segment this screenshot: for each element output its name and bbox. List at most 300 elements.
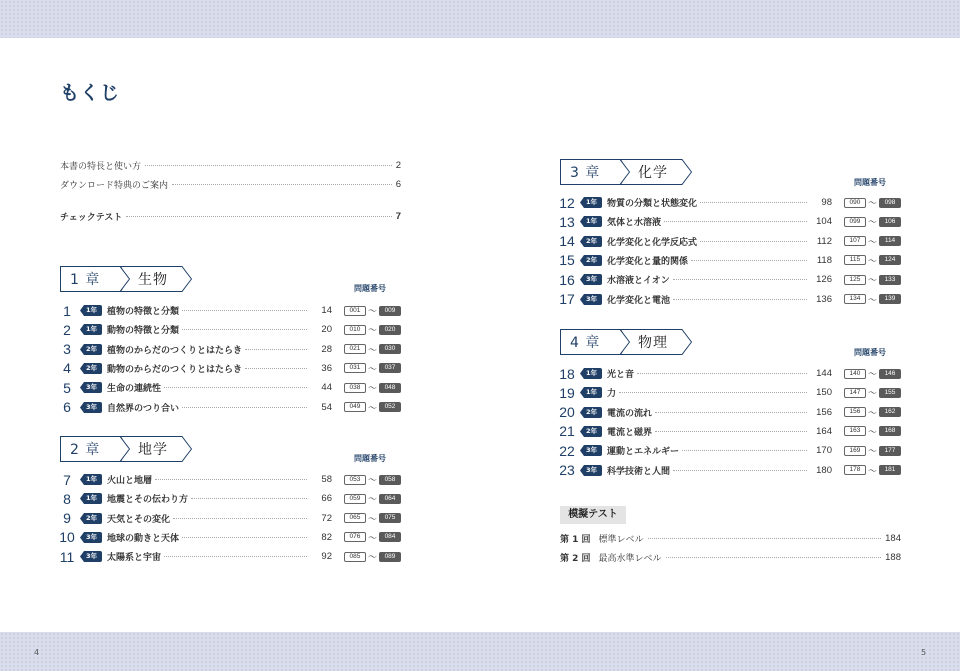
grade-text: 2年 [85, 344, 98, 353]
section-number: 21 [559, 423, 575, 440]
toc-row[interactable] [556, 212, 901, 231]
problem-to: 177 [879, 446, 901, 456]
grade-text: 3年 [85, 532, 98, 541]
problem-range [844, 386, 901, 399]
range-tilde: ～ [367, 364, 377, 375]
problem-number-label: 問題番号 [354, 454, 386, 463]
section-number: 5 [63, 379, 71, 396]
section-number: 22 [559, 442, 575, 459]
section-title: 化学変化と量的関係 [607, 256, 689, 267]
toc-row[interactable] [556, 383, 901, 402]
grade-badge [580, 216, 602, 227]
mock-test-page: 184 [885, 532, 901, 544]
chapter-number: 1 章 [70, 272, 101, 288]
range-tilde: ～ [867, 237, 877, 248]
section-page: 156 [816, 406, 832, 418]
toc-row[interactable] [56, 528, 401, 547]
grade-text: 2年 [85, 363, 98, 372]
left-page-number: 4 [34, 648, 40, 657]
section-title: 地震とその伝わり方 [107, 495, 189, 506]
section-page: 44 [321, 382, 332, 394]
chapter-header [60, 266, 192, 292]
problem-range [844, 444, 901, 457]
toc-row[interactable] [56, 509, 401, 528]
problem-range [844, 425, 901, 438]
problem-range [844, 196, 901, 209]
chapter-subject: 物理 [638, 335, 668, 351]
range-tilde: ～ [867, 370, 877, 380]
range-tilde: ～ [367, 514, 377, 525]
range-tilde: ～ [367, 326, 377, 337]
problem-range [844, 235, 901, 248]
grade-text: 2年 [585, 236, 598, 245]
leader-dots [164, 387, 307, 388]
grade-badge [80, 363, 102, 374]
toc-row[interactable] [556, 232, 901, 251]
grade-badge [580, 294, 602, 305]
problem-from: 010 [344, 325, 366, 335]
section-number: 8 [63, 490, 71, 507]
chapter-header [560, 329, 692, 355]
leader-dots [191, 498, 307, 499]
range-tilde: ～ [867, 447, 877, 458]
grade-badge [580, 407, 602, 418]
problem-to: 052 [379, 402, 401, 412]
range-tilde: ～ [867, 276, 877, 287]
toc-row[interactable] [556, 193, 901, 212]
leader-dots [245, 349, 307, 350]
section-number: 20 [559, 404, 575, 421]
section-number: 2 [63, 321, 71, 338]
section-page: 98 [821, 197, 832, 208]
section-page: 36 [321, 362, 332, 374]
chapter-subject: 地学 [138, 442, 168, 458]
problem-from: 090 [844, 198, 866, 208]
intro-page: 7 [395, 210, 401, 222]
section-number: 11 [59, 548, 75, 565]
grade-text: 3年 [85, 402, 98, 411]
toc-row[interactable] [556, 290, 901, 309]
right-page-number: 5 [921, 648, 927, 657]
section-title: 火山と地層 [107, 476, 153, 486]
problem-to: 181 [879, 465, 901, 475]
range-tilde: ～ [867, 389, 877, 400]
problem-from: 099 [844, 217, 866, 227]
grade-text: 1年 [85, 325, 98, 334]
range-tilde: ～ [367, 307, 377, 317]
problem-number-label: 問題番号 [854, 348, 886, 357]
section-title: 植物の特徴と分類 [107, 307, 180, 317]
grade-text: 2年 [585, 255, 598, 264]
problem-from: 115 [844, 255, 866, 265]
grade-badge [80, 305, 102, 316]
mock-test-row[interactable] [560, 531, 901, 545]
section-number: 7 [63, 471, 71, 488]
grade-text: 1年 [85, 475, 98, 483]
section-title: 化学変化と化学反応式 [607, 237, 698, 248]
problem-range [844, 293, 901, 306]
section-number: 12 [559, 194, 575, 211]
section-title: 光と音 [607, 370, 635, 380]
range-tilde: ～ [867, 466, 877, 477]
section-number: 19 [559, 384, 575, 401]
header-band [0, 0, 960, 38]
problem-from: 059 [344, 494, 366, 504]
problem-number-label: 問題番号 [354, 284, 386, 293]
section-page: 112 [816, 235, 832, 247]
grade-text: 3年 [585, 294, 598, 303]
problem-from: 178 [844, 465, 866, 475]
section-number: 6 [63, 399, 71, 415]
grade-badge [80, 474, 102, 485]
section-page: 20 [321, 324, 332, 336]
grade-badge [80, 551, 102, 562]
intro-page: 6 [395, 178, 401, 190]
range-tilde: ～ [367, 345, 377, 356]
problem-range [344, 381, 401, 394]
grade-text: 3年 [585, 446, 598, 455]
grade-text: 3年 [85, 552, 98, 561]
problem-to: 098 [879, 198, 901, 208]
section-number: 13 [559, 213, 575, 230]
section-title: 運動とエネルギー [607, 447, 680, 458]
section-title: 気体と水溶液 [607, 218, 662, 229]
section-number: 1 [63, 302, 71, 319]
chapter-subject-box [620, 329, 692, 355]
leader-dots [245, 368, 307, 369]
chapter-subject-box [120, 266, 192, 292]
problem-from: 049 [344, 402, 366, 412]
leader-dots [673, 279, 807, 280]
problem-from: 053 [344, 475, 366, 485]
chapter-subject-box [620, 159, 692, 185]
grade-text: 1年 [585, 369, 598, 377]
grade-badge [80, 493, 102, 504]
section-title: 水溶液とイオン [607, 276, 670, 287]
leader-dots [655, 412, 807, 413]
leader-dots [182, 329, 307, 330]
chapter-number-box [60, 436, 130, 462]
grade-badge [80, 382, 102, 393]
section-title: 地球の動きと天体 [107, 533, 180, 544]
problem-from: 021 [344, 344, 366, 354]
leader-dots [619, 392, 807, 393]
problem-from: 125 [844, 275, 866, 285]
leader-dots [691, 260, 807, 261]
problem-to: 058 [379, 475, 401, 485]
problem-to: 133 [879, 275, 901, 285]
grade-badge [580, 387, 602, 398]
range-tilde: ～ [367, 553, 377, 564]
section-page: 104 [816, 216, 832, 228]
grade-text: 2年 [585, 407, 598, 416]
chapter-subject: 化学 [638, 165, 668, 181]
problem-range [844, 406, 901, 419]
range-tilde: ～ [367, 403, 377, 414]
section-title: 電流の流れ [607, 408, 653, 419]
problem-range [344, 473, 401, 486]
section-number: 15 [559, 252, 575, 269]
grade-text: 2年 [85, 513, 98, 522]
grade-text: 1年 [585, 388, 598, 397]
grade-text: 2年 [585, 426, 598, 435]
grade-badge [80, 324, 102, 335]
section-number: 17 [559, 291, 575, 307]
problem-range [344, 343, 401, 356]
problem-range [344, 304, 401, 317]
grade-text: 3年 [585, 465, 598, 474]
section-page: 150 [816, 387, 832, 399]
leader-dots [700, 202, 807, 203]
section-page: 92 [321, 551, 332, 563]
range-tilde: ～ [367, 495, 377, 506]
section-page: 180 [816, 464, 832, 476]
problem-to: 075 [379, 513, 401, 523]
section-title: 力 [607, 389, 617, 400]
range-tilde: ～ [867, 295, 877, 306]
problem-to: 124 [879, 255, 901, 265]
chapter-header [560, 159, 692, 185]
leader-dots [664, 221, 807, 222]
section-page: 164 [816, 425, 832, 437]
chapter-number-box [560, 159, 630, 185]
section-page: 136 [816, 293, 832, 305]
problem-from: 147 [844, 388, 866, 398]
mock-test-heading: 模擬テスト [560, 506, 626, 524]
leader-dots [673, 299, 807, 300]
problem-range [344, 362, 401, 375]
problem-to: 155 [879, 388, 901, 398]
problem-from: 140 [844, 369, 866, 379]
leader-dots [172, 184, 392, 185]
toc-row[interactable] [556, 364, 901, 383]
page-title: もくじ [60, 82, 121, 104]
toc-row[interactable] [56, 378, 401, 397]
section-number: 18 [559, 365, 575, 382]
problem-from: 001 [344, 306, 366, 316]
grade-text: 1年 [585, 198, 598, 206]
toc-row[interactable] [56, 340, 401, 359]
grade-text: 1年 [585, 217, 598, 226]
toc-row[interactable] [56, 301, 401, 320]
intro-page: 2 [395, 159, 401, 171]
problem-from: 085 [344, 552, 366, 562]
problem-range [344, 512, 401, 525]
section-title: 植物のからだのつくりとはたらき [107, 345, 243, 356]
problem-to: 020 [379, 325, 401, 335]
section-title: 物質の分類と状態変化 [607, 199, 698, 209]
mock-test-title: 標準レベル [598, 534, 644, 545]
leader-dots [682, 450, 807, 451]
problem-to: 037 [379, 363, 401, 373]
mock-test-row[interactable] [560, 550, 901, 564]
section-number: 16 [559, 271, 575, 288]
toc-row[interactable] [556, 422, 901, 441]
leader-dots [666, 557, 882, 558]
grade-badge [580, 426, 602, 437]
problem-to: 009 [379, 306, 401, 316]
leader-dots [673, 470, 807, 471]
section-title: 生命の連続性 [107, 384, 162, 395]
leader-dots [637, 373, 807, 374]
leader-dots [182, 537, 307, 538]
section-title: 太陽系と宇宙 [107, 553, 162, 564]
chapter-subject: 生物 [138, 272, 168, 288]
section-title: 動物の特徴と分類 [107, 326, 180, 337]
intro-label: チェックテスト [60, 212, 123, 223]
section-page: 144 [816, 368, 832, 379]
section-page: 126 [816, 274, 832, 286]
section-page: 14 [321, 305, 332, 316]
section-page: 170 [816, 445, 832, 457]
chapter-subject-box [120, 436, 192, 462]
section-page: 72 [321, 512, 332, 524]
range-tilde: ～ [367, 384, 377, 395]
problem-to: 162 [879, 407, 901, 417]
leader-dots [182, 407, 307, 408]
problem-range [844, 273, 901, 286]
problem-range [344, 531, 401, 544]
chapter-number: 2 章 [70, 442, 101, 458]
chapter-header [60, 436, 192, 462]
toc-row[interactable] [556, 441, 901, 460]
toc-intro-row[interactable] [60, 177, 401, 191]
toc-row[interactable] [56, 470, 401, 489]
leader-dots [173, 518, 307, 519]
section-page: 28 [321, 343, 332, 355]
leader-dots [182, 310, 307, 311]
problem-range [844, 215, 901, 228]
toc-row[interactable] [556, 403, 901, 422]
problem-to: 168 [879, 426, 901, 436]
leader-dots [655, 431, 807, 432]
chapter-number-box [60, 266, 130, 292]
problem-range [844, 367, 901, 380]
grade-badge [580, 445, 602, 456]
section-title: 電流と磁界 [607, 427, 653, 438]
problem-range [344, 492, 401, 505]
problem-from: 065 [344, 513, 366, 523]
section-title: 自然界のつり合い [107, 403, 180, 414]
toc-row[interactable] [56, 320, 401, 339]
toc-row[interactable] [556, 251, 901, 270]
problem-to: 106 [879, 217, 901, 227]
section-page: 66 [321, 493, 332, 505]
problem-from: 156 [844, 407, 866, 417]
problem-to: 139 [879, 294, 901, 304]
problem-from: 038 [344, 383, 366, 393]
range-tilde: ～ [867, 256, 877, 267]
problem-from: 163 [844, 426, 866, 436]
problem-number-label: 問題番号 [854, 178, 886, 187]
range-tilde: ～ [367, 533, 377, 544]
range-tilde: ～ [867, 408, 877, 419]
problem-to: 030 [379, 344, 401, 354]
chapter-number: 4 章 [570, 335, 601, 351]
grade-badge [580, 274, 602, 285]
section-page: 118 [816, 254, 832, 266]
problem-to: 064 [379, 494, 401, 504]
toc-row[interactable] [556, 270, 901, 289]
mock-test-label: 第 1 回 [560, 534, 591, 545]
toc-intro-row[interactable] [60, 158, 401, 172]
range-tilde: ～ [867, 218, 877, 229]
leader-dots [164, 556, 307, 557]
problem-from: 107 [844, 236, 866, 246]
intro-label: ダウンロード特典のご案内 [60, 180, 169, 191]
mock-test-title: 最高水準レベル [598, 553, 662, 564]
toc-row[interactable] [56, 398, 401, 417]
range-tilde: ～ [367, 476, 377, 486]
chapter-number: 3 章 [570, 165, 601, 181]
grade-badge [580, 368, 602, 379]
section-number: 23 [559, 462, 575, 478]
section-page: 58 [321, 474, 332, 485]
section-number: 9 [63, 510, 71, 527]
section-number: 14 [559, 233, 575, 250]
problem-to: 084 [379, 532, 401, 542]
problem-to: 048 [379, 383, 401, 393]
grade-badge [80, 402, 102, 413]
intro-label: 本書の特長と使い方 [60, 161, 142, 172]
problem-from: 169 [844, 446, 866, 456]
grade-badge [580, 465, 602, 476]
section-page: 82 [321, 531, 332, 543]
grade-text: 3年 [585, 275, 598, 284]
toc-row[interactable] [56, 547, 401, 566]
section-number: 4 [63, 360, 71, 377]
leader-dots [126, 216, 391, 217]
problem-range [344, 323, 401, 336]
leader-dots [155, 479, 307, 480]
mock-test-label: 第 2 回 [560, 553, 591, 564]
chapter-number-box [560, 329, 630, 355]
section-title: 化学変化と電池 [607, 295, 671, 306]
toc-row[interactable] [56, 359, 401, 378]
problem-to: 114 [879, 236, 901, 246]
section-title: 天気とその変化 [107, 514, 171, 525]
problem-to: 146 [879, 369, 901, 379]
leader-dots [648, 538, 882, 539]
toc-row[interactable] [556, 461, 901, 480]
range-tilde: ～ [867, 427, 877, 438]
leader-dots [145, 165, 392, 166]
grade-text: 1年 [85, 306, 98, 314]
grade-badge [580, 255, 602, 266]
grade-text: 3年 [85, 383, 98, 392]
grade-text: 1年 [85, 494, 98, 503]
section-title: 動物のからだのつくりとはたらき [107, 364, 243, 375]
problem-range [344, 550, 401, 563]
toc-intro-row[interactable] [60, 209, 401, 223]
grade-badge [80, 532, 102, 543]
problem-from: 031 [344, 363, 366, 373]
section-number: 10 [59, 529, 75, 546]
problem-from: 076 [344, 532, 366, 542]
toc-row[interactable] [56, 489, 401, 508]
problem-range [344, 401, 401, 414]
leader-dots [700, 241, 807, 242]
footer-band [0, 632, 960, 671]
mock-test-page: 188 [885, 551, 901, 563]
section-title: 科学技術と人間 [607, 466, 671, 477]
grade-badge [80, 513, 102, 524]
problem-to: 089 [379, 552, 401, 562]
grade-badge [580, 236, 602, 247]
section-number: 3 [63, 341, 71, 358]
problem-range [844, 464, 901, 477]
grade-badge [80, 344, 102, 355]
